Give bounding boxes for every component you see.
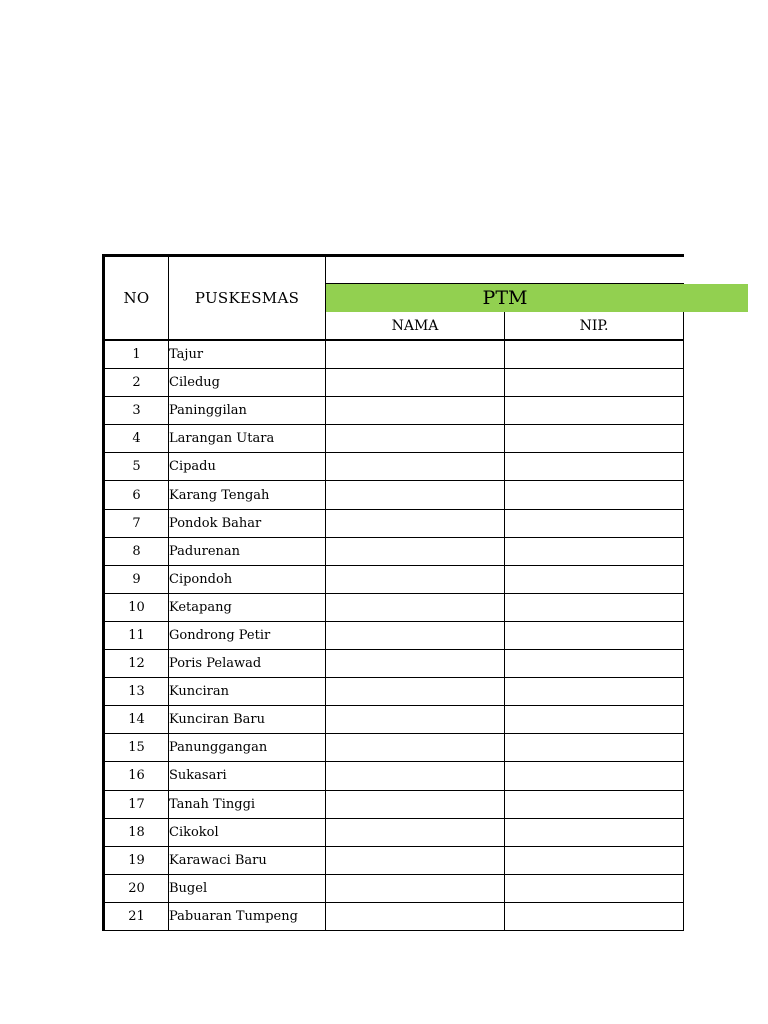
ptm-group-header [326,284,748,312]
table-row [105,734,684,762]
row-puskesmas-name: Tajur [169,347,204,363]
header-puskesmas: PUSKESMAS [194,289,300,307]
row-puskesmas-name: Poris Pelawad [169,656,262,672]
row-number: 8 [132,543,141,559]
table-row [105,706,684,734]
row-number: 17 [128,796,145,812]
row-puskesmas-name: Kunciran Baru [169,712,265,728]
row-puskesmas-name: Cikokol [169,824,219,840]
row-number: 1 [132,347,141,363]
row-number: 11 [128,627,145,643]
row-puskesmas-name: Paninggilan [169,403,247,419]
row-puskesmas-name: Larangan Utara [169,431,275,447]
table-row [105,538,684,566]
row-puskesmas-name: Padurenan [169,543,241,559]
header-nip: NIP. [579,317,609,334]
table-row [105,566,684,594]
row-number: 19 [128,852,145,868]
header-nama: NAMA [391,317,439,334]
row-puskesmas-name: Sukasari [169,768,227,784]
table-row [105,819,684,847]
row-puskesmas-name: Tanah Tinggi [169,796,256,812]
row-number: 14 [128,712,145,728]
table-row [105,453,684,481]
row-number: 21 [128,908,145,924]
table-row [105,481,684,509]
row-number: 9 [132,571,141,587]
table-body [105,341,684,931]
table-row [105,594,684,622]
row-number: 16 [128,768,145,784]
row-puskesmas-name: Ketapang [169,599,232,615]
table-row [105,678,684,706]
table-row [105,369,684,397]
row-number: 7 [132,515,141,531]
row-number: 12 [128,656,145,672]
row-puskesmas-name: Pabuaran Tumpeng [169,908,298,924]
row-number: 15 [128,740,145,756]
row-number: 5 [132,459,141,475]
table-row [105,875,684,903]
row-number: 20 [128,880,145,896]
header-no: NO [123,289,150,307]
row-puskesmas-name: Gondrong Petir [169,627,271,643]
row-puskesmas-name: Ciledug [169,375,220,391]
table-row [105,622,684,650]
table-row [105,341,684,369]
table-row [105,791,684,819]
row-puskesmas-name: Kunciran [169,684,229,700]
row-number: 13 [128,684,145,700]
row-puskesmas-name: Karang Tengah [169,487,270,503]
row-puskesmas-name: Pondok Bahar [169,515,262,531]
table-row [105,903,684,931]
table-row [105,397,684,425]
row-number: 4 [132,431,141,447]
table-row [105,650,684,678]
row-number: 10 [128,599,145,615]
row-puskesmas-name: Bugel [169,880,208,896]
row-puskesmas-name: Cipadu [169,459,216,475]
table-row [105,510,684,538]
row-puskesmas-name: Karawaci Baru [169,852,267,868]
row-number: 6 [132,487,141,503]
row-puskesmas-name: Cipondoh [169,571,233,587]
ptm-label: PTM [482,287,528,309]
row-number: 2 [132,375,141,391]
table-row [105,847,684,875]
table-row [105,425,684,453]
row-puskesmas-name: Panunggangan [169,740,268,756]
row-number: 3 [132,403,141,419]
row-number: 18 [128,824,145,840]
table-row [105,762,684,790]
